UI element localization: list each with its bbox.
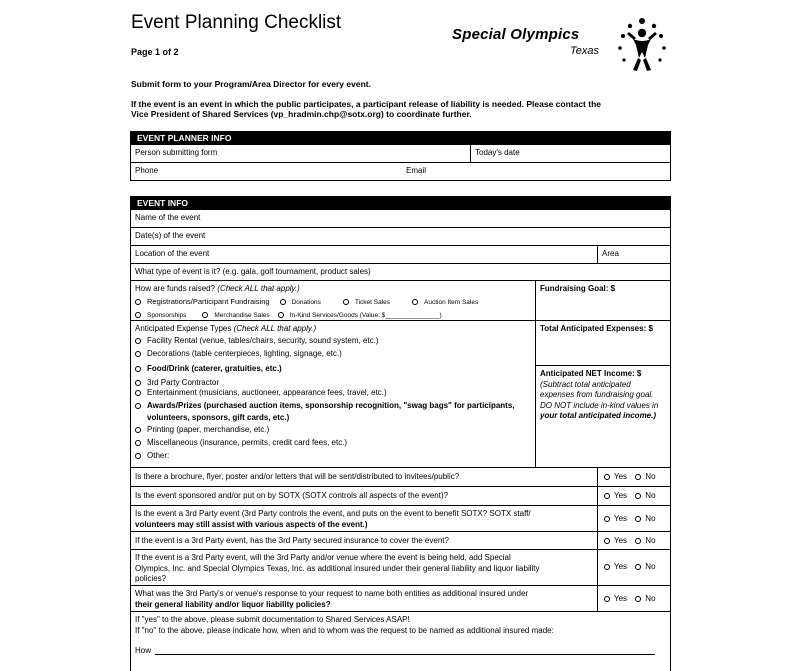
- no-option[interactable]: [633, 562, 655, 571]
- yes-label: Yes: [614, 514, 628, 523]
- option-label: Printing (paper, merchandise, etc.): [147, 425, 270, 434]
- option-label: Decorations (table centerpieces, lighting, signage, etc.): [147, 349, 342, 358]
- total-expenses-field[interactable]: [536, 321, 670, 365]
- funds-option-registrations[interactable]: [135, 295, 270, 309]
- event-info-section: [130, 196, 671, 671]
- checkbox-icon: [135, 299, 141, 305]
- no-option[interactable]: [633, 594, 655, 603]
- question-cell: [131, 506, 597, 531]
- option-label: Food/Drink (caterer, gratuities, etc.): [147, 364, 282, 373]
- funds-field: [131, 281, 535, 320]
- yes-option[interactable]: [602, 472, 627, 481]
- area-field[interactable]: [597, 246, 670, 263]
- option-label: Other:: [147, 451, 170, 460]
- radio-icon: [604, 474, 610, 480]
- checkbox-icon: [135, 440, 141, 446]
- phone-field[interactable]: [131, 163, 402, 180]
- no-label: No: [645, 491, 656, 500]
- field-label: Today's date: [475, 148, 520, 157]
- no-option[interactable]: [633, 514, 655, 523]
- checkbox-icon: [135, 366, 141, 372]
- yes-option[interactable]: [602, 536, 627, 545]
- yes-option[interactable]: [602, 562, 627, 571]
- person-field[interactable]: [131, 145, 470, 162]
- expense-option-awards[interactable]: [135, 398, 531, 413]
- field-note: (Subtract total anticipated: [540, 379, 631, 389]
- expense-option-printing[interactable]: [135, 422, 531, 437]
- no-option[interactable]: [633, 536, 655, 545]
- form-row: [131, 320, 670, 467]
- option-label: Ticket Sales: [354, 298, 391, 306]
- checkbox-icon: [278, 312, 284, 318]
- footer-text: If "no" to the above, please indicate how, when and to whom was the request to be named as additional insured made:: [135, 625, 554, 635]
- yes-label: Yes: [614, 594, 628, 603]
- field-label: Date(s) of the event: [135, 231, 206, 240]
- radio-icon: [635, 538, 641, 544]
- checkbox-icon: [135, 453, 141, 459]
- option-label: Facility Rental (venue, tables/chairs, security, sound system, etc.): [147, 336, 379, 345]
- field-label: How: [135, 646, 152, 655]
- option-label: Auction Item Sales: [424, 298, 479, 306]
- yes-label: Yes: [614, 562, 628, 571]
- field-label: Anticipated NET Income: $: [540, 369, 642, 378]
- radio-icon: [635, 564, 641, 570]
- section-header: EVENT PLANNER INFO: [131, 132, 670, 144]
- question-cell: [131, 550, 597, 585]
- field-label: How are funds raised?: [135, 284, 216, 293]
- question-text: Is there a brochure, flyer, poster and/or letters that will be sent/distributed to invitees/public?: [135, 472, 460, 481]
- yes-option[interactable]: [602, 491, 627, 500]
- radio-icon: [635, 474, 641, 480]
- question-text: If the event is a 3rd Party event, will the 3rd Party and/or venue where the event is being held, add Special: [135, 553, 511, 562]
- checkbox-icon: [202, 312, 208, 318]
- event-planner-section: [130, 131, 671, 181]
- yes-no-options: [597, 532, 670, 549]
- date-field[interactable]: [470, 145, 670, 162]
- form-row: [131, 263, 670, 280]
- expense-option-awards-cont: volunteers, sponsors, gift cards, etc.): [147, 413, 290, 422]
- special-olympics-figure-logo-icon: [612, 14, 672, 76]
- option-label: 3rd Party Contractor: [147, 378, 220, 387]
- field-label: Email: [406, 166, 427, 175]
- form-row: [131, 227, 670, 245]
- checkbox-icon: [343, 299, 349, 305]
- checkbox-icon: [135, 380, 141, 386]
- funds-option-tickets[interactable]: [343, 296, 390, 310]
- field-label: Area: [602, 249, 619, 258]
- field-note: your total anticipated income.): [540, 411, 657, 420]
- no-label: No: [645, 536, 656, 545]
- field-label: Total Anticipated Expenses: $: [540, 324, 653, 333]
- radio-icon: [604, 538, 610, 544]
- question-row: [131, 549, 670, 585]
- field-label: Phone: [135, 166, 159, 175]
- field-note: (Check ALL that apply.): [217, 284, 300, 293]
- funds-option-inkind[interactable]: [278, 310, 442, 321]
- question-text: policies?: [135, 574, 167, 583]
- how-input-line: [155, 654, 655, 655]
- event-name-field[interactable]: [131, 210, 670, 227]
- intro-line-3: Vice President of Shared Services (vp_hradmin.chp@sotx.org) to coordinate further.: [131, 109, 472, 119]
- page-title: Event Planning Checklist: [131, 12, 342, 33]
- funds-option-sponsorships[interactable]: [135, 310, 186, 321]
- question-row: [131, 505, 670, 531]
- question-row: [131, 486, 670, 505]
- yes-option[interactable]: [602, 594, 627, 603]
- funds-option-merchandise[interactable]: [202, 310, 269, 321]
- yes-label: Yes: [614, 472, 628, 481]
- option-label: Miscellaneous (insurance, permits, credit card fees, etc.): [147, 438, 348, 447]
- question-text: volunteers may still assist with various aspects of the event.): [135, 519, 368, 529]
- field-label: What type of event is it? (e.g. gala, golf tournament, product sales): [135, 267, 371, 276]
- radio-icon: [635, 596, 641, 602]
- checkbox-icon: [135, 403, 141, 409]
- form-row: [131, 245, 670, 263]
- checkbox-icon: [135, 390, 141, 396]
- checkbox-icon: [135, 427, 141, 433]
- fundraising-goal-field[interactable]: [535, 281, 670, 320]
- question-row: [131, 531, 670, 549]
- yes-no-options: [597, 487, 670, 505]
- footer-text: If "yes" to the above, please submit documentation to Shared Services ASAP!: [135, 615, 410, 624]
- option-label: Entertainment (musicians, auctioneer, appearance fees, travel, etc.): [147, 388, 387, 397]
- field-label: Fundraising Goal: $: [540, 284, 616, 293]
- form-row: [131, 162, 670, 180]
- yes-no-options: [597, 586, 670, 611]
- field-label: Name of the event: [135, 213, 201, 222]
- radio-icon: [635, 516, 641, 522]
- checkbox-icon: [135, 338, 141, 344]
- question-text: Is the event sponsored and/or put on by SOTX (SOTX controls all aspects of the event)?: [135, 491, 449, 500]
- field-label: Location of the event: [135, 249, 210, 258]
- email-field[interactable]: [402, 163, 670, 180]
- option-label: Awards/Prizes (purchased auction items, sponsorship recognition, "swag bags" for participants,: [147, 401, 515, 410]
- checkbox-icon: [412, 299, 418, 305]
- yes-no-options: [597, 550, 670, 585]
- form-row: [131, 280, 670, 320]
- form-row: [131, 144, 670, 162]
- form-row: [131, 209, 670, 227]
- question-text: Olympics, Inc. and Special Olympics Texas, Inc. as additional insured under their general liability and liquor liability: [135, 563, 540, 573]
- expense-totals: [535, 321, 670, 467]
- question-row: [131, 585, 670, 611]
- no-label: No: [645, 594, 656, 603]
- yes-label: Yes: [614, 491, 628, 500]
- field-note: expenses from fundraising goal.: [540, 390, 654, 399]
- expense-option-facility[interactable]: [135, 334, 531, 347]
- funds-option-auction[interactable]: [412, 296, 478, 310]
- checkbox-icon: [135, 312, 141, 318]
- field-note: (Check ALL that apply.): [233, 324, 317, 333]
- field-note: DO NOT include in-kind values in: [540, 400, 659, 410]
- radio-icon: [604, 564, 610, 570]
- radio-icon: [604, 596, 610, 602]
- no-option[interactable]: [633, 491, 655, 500]
- yes-option[interactable]: [602, 514, 627, 523]
- net-income-field[interactable]: [536, 365, 670, 425]
- radio-icon: [635, 493, 641, 499]
- yes-no-options: [597, 468, 670, 486]
- option-label: Registrations/Participant Fundraising: [147, 296, 270, 306]
- funds-option-donations[interactable]: [280, 296, 321, 310]
- checkbox-icon: [280, 299, 286, 305]
- expense-option-entertainment[interactable]: [135, 388, 531, 398]
- footer-cell: [131, 612, 670, 671]
- page-number: Page 1 of 2: [131, 47, 179, 57]
- expense-option-food[interactable]: [135, 360, 531, 377]
- field-label: Anticipated Expense Types: [135, 324, 232, 333]
- no-label: No: [645, 472, 656, 481]
- question-row: [131, 467, 670, 486]
- intro-line-1: Submit form to your Program/Area Director for every event.: [131, 79, 371, 89]
- radio-icon: [604, 516, 610, 522]
- event-dates-field[interactable]: [131, 228, 670, 245]
- expenses-field: [131, 321, 535, 467]
- logo-text: Special Olympics: [452, 26, 580, 43]
- option-label: Merchandise Sales: [214, 311, 270, 319]
- how-field[interactable]: [135, 646, 666, 657]
- option-label: Donations: [291, 298, 321, 306]
- no-option[interactable]: [633, 472, 655, 481]
- checkbox-icon: [135, 351, 141, 357]
- question-text: their general liability and/or liquor liability policies?: [135, 599, 331, 609]
- expense-option-other[interactable]: [135, 449, 531, 463]
- section-header: EVENT INFO: [131, 197, 670, 209]
- logo-subtext: Texas: [570, 45, 599, 57]
- radio-icon: [604, 493, 610, 499]
- expense-option-decorations[interactable]: [135, 347, 531, 360]
- question-text: What was the 3rd Party's or venue's response to your request to name both entities as additional insured under: [135, 589, 529, 598]
- event-type-field[interactable]: [131, 264, 670, 280]
- special-olympics-logo: [452, 14, 672, 76]
- expense-option-contractor[interactable]: [135, 377, 531, 388]
- yes-no-options: [597, 506, 670, 531]
- option-label: Sponsorships: [147, 311, 187, 319]
- no-label: No: [645, 562, 656, 571]
- intro-line-2: If the event is an event in which the public participates, a participant release of liability is needed. Please contact the: [131, 99, 601, 109]
- expense-option-misc[interactable]: [135, 437, 531, 449]
- question-text: If the event is a 3rd Party event, has the 3rd Party secured insurance to cover the event?: [135, 536, 449, 545]
- footer-row: [131, 611, 670, 671]
- no-label: No: [645, 514, 656, 523]
- option-label: In-Kind Services/Goods (Value: $_______________): [289, 311, 442, 319]
- yes-label: Yes: [614, 536, 628, 545]
- location-field[interactable]: [131, 246, 597, 263]
- question-text: Is the event a 3rd Party event (3rd Party controls the event, and puts on the event to benefit SOTX? SOTX staff/: [135, 509, 531, 518]
- question-cell: [131, 586, 597, 611]
- field-label: Person submitting form: [135, 148, 218, 157]
